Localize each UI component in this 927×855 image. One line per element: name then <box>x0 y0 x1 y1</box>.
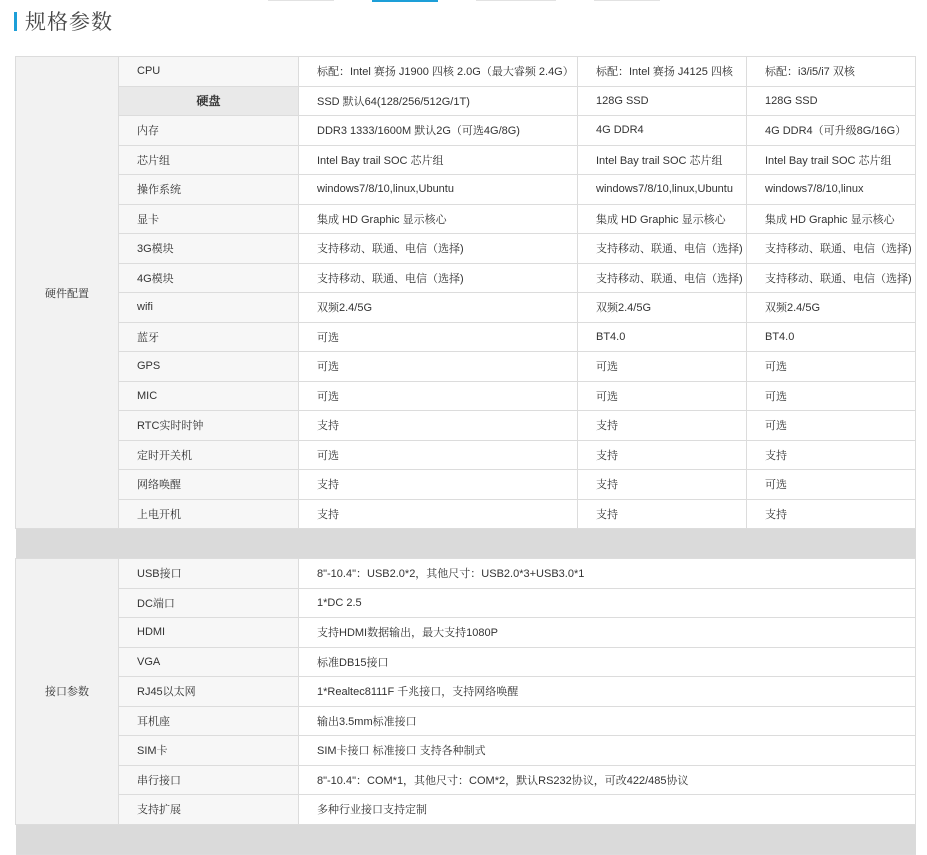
spec-value-model-2: 可选 <box>578 381 747 411</box>
table-row <box>16 204 916 234</box>
table-row <box>16 499 916 529</box>
table-row <box>16 765 916 795</box>
spec-value-model-3: windows7/8/10,linux <box>747 175 916 205</box>
param-label: CPU <box>119 57 299 87</box>
category-ports: 接口参数 <box>16 559 119 825</box>
spec-value-model-2: 支持 <box>578 470 747 500</box>
spec-value-model-3: 128G SSD <box>747 86 916 116</box>
spec-value-model-2: 双频2.4/5G <box>578 293 747 323</box>
hardware-section <box>16 57 916 529</box>
spec-value: 输出3.5mm标准接口 <box>299 706 916 736</box>
spec-value-model-1: 支持移动、联通、电信（选择) <box>299 234 578 264</box>
param-label: HDMI <box>119 618 299 648</box>
section-separator <box>16 824 916 854</box>
table-row <box>16 145 916 175</box>
spec-value-model-1: DDR3 1333/1600M 默认2G（可选4G/8G) <box>299 116 578 146</box>
spec-value-model-3: 可选 <box>747 352 916 382</box>
table-row <box>16 116 916 146</box>
tab-indicator[interactable] <box>476 0 556 1</box>
param-label: SIM卡 <box>119 736 299 766</box>
table-row <box>16 57 916 87</box>
top-tab-strip <box>0 0 927 4</box>
table-row <box>16 588 916 618</box>
spec-value-model-2: Intel Bay trail SOC 芯片组 <box>578 145 747 175</box>
spec-value-model-2: 支持 <box>578 499 747 529</box>
param-label: RTC实时时钟 <box>119 411 299 441</box>
table-row <box>16 411 916 441</box>
param-label: wifi <box>119 293 299 323</box>
param-label: 上电开机 <box>119 499 299 529</box>
spec-value-model-1: 可选 <box>299 322 578 352</box>
spec-value-model-2: 128G SSD <box>578 86 747 116</box>
table-row <box>16 440 916 470</box>
param-label: 串行接口 <box>119 765 299 795</box>
table-row <box>16 381 916 411</box>
spec-value-model-3: Intel Bay trail SOC 芯片组 <box>747 145 916 175</box>
param-label: 操作系统 <box>119 175 299 205</box>
section-separator <box>16 529 916 559</box>
param-label: 支持扩展 <box>119 795 299 825</box>
section-header <box>14 8 113 34</box>
spec-value-model-2: 可选 <box>578 352 747 382</box>
param-label: 内存 <box>119 116 299 146</box>
table-row <box>16 618 916 648</box>
spec-value-model-3: BT4.0 <box>747 322 916 352</box>
param-label: VGA <box>119 647 299 677</box>
table-row <box>16 706 916 736</box>
tab-indicator-active[interactable] <box>372 0 438 2</box>
page-title: 规格参数 <box>25 11 113 34</box>
spec-value-model-3: 支持 <box>747 440 916 470</box>
tab-indicator[interactable] <box>268 0 334 1</box>
table-row <box>16 322 916 352</box>
spec-table <box>15 56 916 855</box>
spec-value-model-3: 标配：i3/i5/i7 双核 <box>747 57 916 87</box>
table-row <box>16 352 916 382</box>
table-row <box>16 175 916 205</box>
spec-value: 1*DC 2.5 <box>299 588 916 618</box>
spec-value-model-1: 标配：Intel 赛扬 J1900 四核 2.0G（最大睿频 2.4G） <box>299 57 578 87</box>
spec-value-model-3: 支持 <box>747 499 916 529</box>
spec-value: 标准DB15接口 <box>299 647 916 677</box>
param-label: 蓝牙 <box>119 322 299 352</box>
spec-value: SIM卡接口 标准接口 支持各种制式 <box>299 736 916 766</box>
spec-value-model-3: 集成 HD Graphic 显示核心 <box>747 204 916 234</box>
table-row <box>16 470 916 500</box>
spec-value-model-2: 标配：Intel 赛扬 J4125 四核 <box>578 57 747 87</box>
table-row <box>16 677 916 707</box>
tab-indicator[interactable] <box>594 0 660 1</box>
spec-value-model-3: 可选 <box>747 411 916 441</box>
spec-value: 支持HDMI数据输出，最大支持1080P <box>299 618 916 648</box>
param-label: 定时开关机 <box>119 440 299 470</box>
table-row <box>16 795 916 825</box>
category-hardware: 硬件配置 <box>16 57 119 529</box>
param-label: 耳机座 <box>119 706 299 736</box>
ports-section <box>16 559 916 825</box>
param-label: 网络唤醒 <box>119 470 299 500</box>
param-label: USB接口 <box>119 559 299 589</box>
table-row <box>16 647 916 677</box>
table-row <box>16 86 916 116</box>
spec-value-model-1: 可选 <box>299 381 578 411</box>
param-label: GPS <box>119 352 299 382</box>
spec-value-model-3: 可选 <box>747 470 916 500</box>
spec-value-model-2: BT4.0 <box>578 322 747 352</box>
spec-value-model-2: 集成 HD Graphic 显示核心 <box>578 204 747 234</box>
table-row <box>16 736 916 766</box>
param-label: RJ45以太网 <box>119 677 299 707</box>
spec-value-model-2: 支持 <box>578 440 747 470</box>
spec-value-model-3: 支持移动、联通、电信（选择) <box>747 263 916 293</box>
spec-value-model-1: Intel Bay trail SOC 芯片组 <box>299 145 578 175</box>
spec-value-model-3: 可选 <box>747 381 916 411</box>
spec-value-model-1: 支持 <box>299 411 578 441</box>
spec-value-model-1: 可选 <box>299 352 578 382</box>
spec-value-model-2: windows7/8/10,linux,Ubuntu <box>578 175 747 205</box>
spec-value: 8"-10.4"：USB2.0*2，其他尺寸：USB2.0*3+USB3.0*1 <box>299 559 916 589</box>
spec-value: 8"-10.4"：COM*1，其他尺寸：COM*2，默认RS232协议，可改422/485协议 <box>299 765 916 795</box>
spec-value: 1*Realtec8111F 千兆接口，支持网络唤醒 <box>299 677 916 707</box>
spec-value-model-3: 支持移动、联通、电信（选择) <box>747 234 916 264</box>
spec-value-model-2: 4G DDR4 <box>578 116 747 146</box>
accent-bar <box>14 12 17 31</box>
spec-value-model-1: 可选 <box>299 440 578 470</box>
spec-value-model-1: 集成 HD Graphic 显示核心 <box>299 204 578 234</box>
param-label: 3G模块 <box>119 234 299 264</box>
table-row <box>16 234 916 264</box>
param-label: MIC <box>119 381 299 411</box>
table-row <box>16 293 916 323</box>
spec-value-model-1: 支持移动、联通、电信（选择) <box>299 263 578 293</box>
spec-value-model-1: 支持 <box>299 499 578 529</box>
spec-value-model-2: 支持移动、联通、电信（选择) <box>578 234 747 264</box>
table-row <box>16 263 916 293</box>
param-label: DC端口 <box>119 588 299 618</box>
spec-value-model-2: 支持 <box>578 411 747 441</box>
spec-value-model-2: 支持移动、联通、电信（选择) <box>578 263 747 293</box>
spec-value-model-3: 双频2.4/5G <box>747 293 916 323</box>
spec-value-model-1: 支持 <box>299 470 578 500</box>
spec-value-model-3: 4G DDR4（可升级8G/16G） <box>747 116 916 146</box>
table-row <box>16 559 916 589</box>
spec-value-model-1: windows7/8/10,linux,Ubuntu <box>299 175 578 205</box>
spec-value-model-1: 双频2.4/5G <box>299 293 578 323</box>
param-label: 芯片组 <box>119 145 299 175</box>
param-label: 硬盘 <box>119 86 299 116</box>
spec-value: 多种行业接口支持定制 <box>299 795 916 825</box>
param-label: 显卡 <box>119 204 299 234</box>
spec-value-model-1: SSD 默认64(128/256/512G/1T) <box>299 86 578 116</box>
param-label: 4G模块 <box>119 263 299 293</box>
